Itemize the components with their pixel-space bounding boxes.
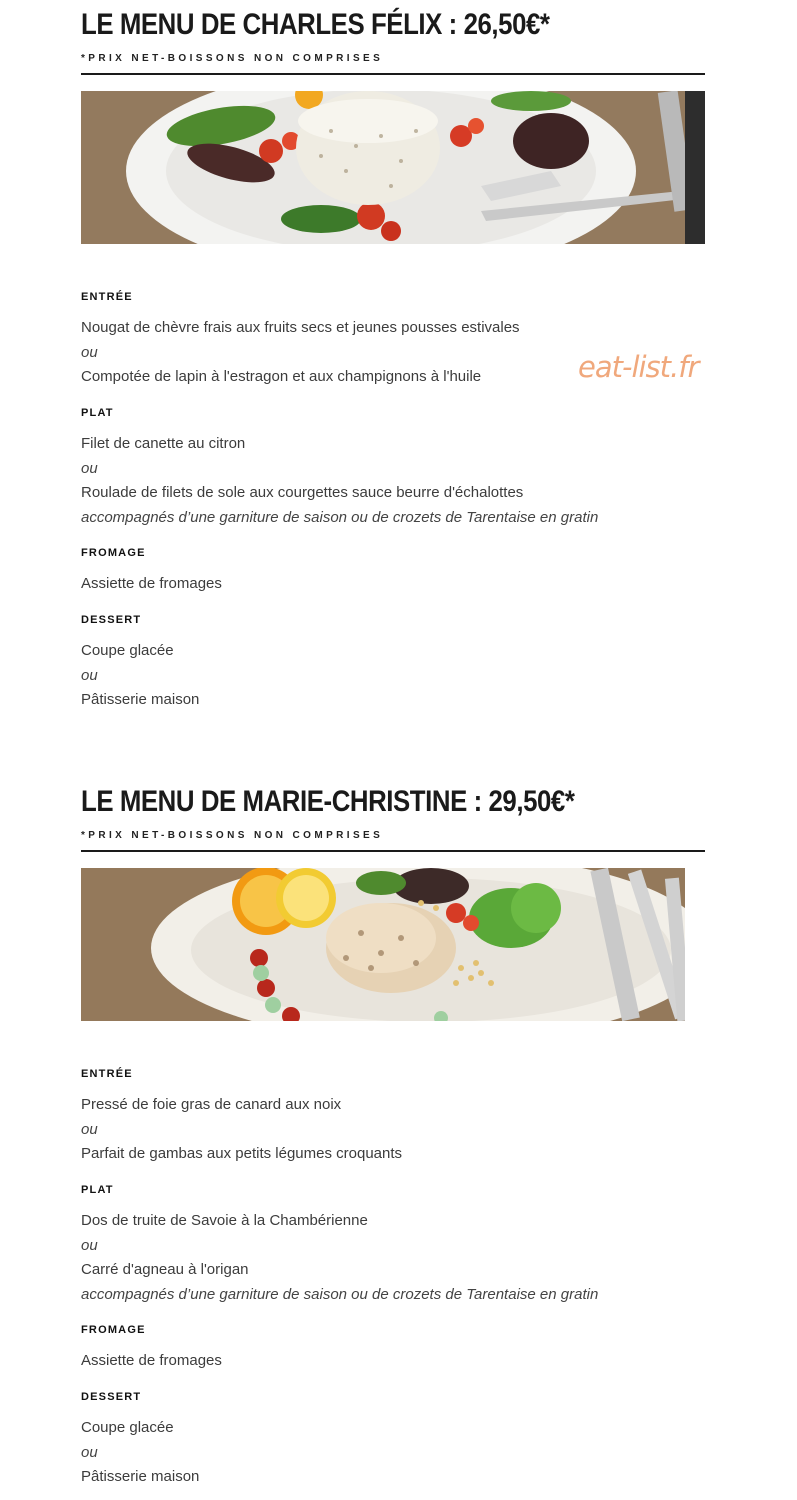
or-separator: ou [81, 459, 98, 477]
dish-item: Parfait de gambas aux petits légumes croquants [81, 1145, 403, 1162]
menu-price-note: *PRIX NET-BOISSONS NON COMPRISES [81, 53, 384, 64]
foie-gras-dish-icon [81, 868, 705, 1021]
or-separator: ou [81, 1236, 98, 1254]
course-plat [81, 406, 705, 530]
menu-title: LE MENU DE CHARLES FÉLIX : 26,50€* [81, 8, 550, 41]
dish-item: Coupe glacée [81, 642, 174, 659]
dish-item: Filet de canette au citron [81, 435, 246, 452]
dish-item: Nougat de chèvre frais aux fruits secs et jeunes pousses estivales [81, 319, 520, 336]
or-separator: ou [81, 666, 98, 684]
dish-item: Assiette de fromages [81, 1352, 222, 1369]
goat-cheese-salad-icon [81, 91, 705, 244]
course-title: ENTRÉE [81, 1068, 133, 1080]
garnish-note: accompagnés d’une garniture de saison ou de crozets de Tarentaise en gratin [81, 508, 599, 526]
dish-photo [81, 91, 705, 244]
menu-title: LE MENU DE MARIE-CHRISTINE : 29,50€* [81, 785, 575, 818]
course-title: DESSERT [81, 614, 142, 626]
dish-item: Pâtisserie maison [81, 1468, 200, 1485]
dish-item: Coupe glacée [81, 1419, 174, 1436]
course-plat [81, 1183, 705, 1307]
course-fromage [81, 1323, 705, 1374]
watermark: eat-list.fr [578, 350, 699, 384]
course-title: PLAT [81, 407, 114, 419]
divider [81, 850, 705, 852]
menu-price-note: *PRIX NET-BOISSONS NON COMPRISES [81, 830, 384, 841]
dish-item: Roulade de filets de sole aux courgettes sauce beurre d'échalottes [81, 484, 524, 501]
dish-item: Compotée de lapin à l'estragon et aux champignons à l'huile [81, 368, 482, 385]
or-separator: ou [81, 1443, 98, 1461]
dish-photo [81, 868, 705, 1021]
or-separator: ou [81, 1120, 98, 1138]
dish-item: Pressé de foie gras de canard aux noix [81, 1096, 342, 1113]
course-entree [81, 1067, 705, 1167]
garnish-note: accompagnés d’une garniture de saison ou de crozets de Tarentaise en gratin [81, 1285, 599, 1303]
course-dessert [81, 1390, 705, 1490]
course-dessert [81, 613, 705, 713]
course-title: FROMAGE [81, 547, 146, 559]
dish-item: Pâtisserie maison [81, 691, 200, 708]
menu-marie-christine [81, 785, 705, 1485]
course-title: FROMAGE [81, 1324, 146, 1336]
course-fromage [81, 546, 705, 597]
dish-item: Assiette de fromages [81, 575, 222, 592]
or-separator: ou [81, 343, 98, 361]
course-title: ENTRÉE [81, 291, 133, 303]
course-title: PLAT [81, 1184, 114, 1196]
dish-item: Dos de truite de Savoie à la Chambérienne [81, 1212, 368, 1229]
dish-item: Carré d'agneau à l'origan [81, 1261, 249, 1278]
course-title: DESSERT [81, 1391, 142, 1403]
divider [81, 73, 705, 75]
